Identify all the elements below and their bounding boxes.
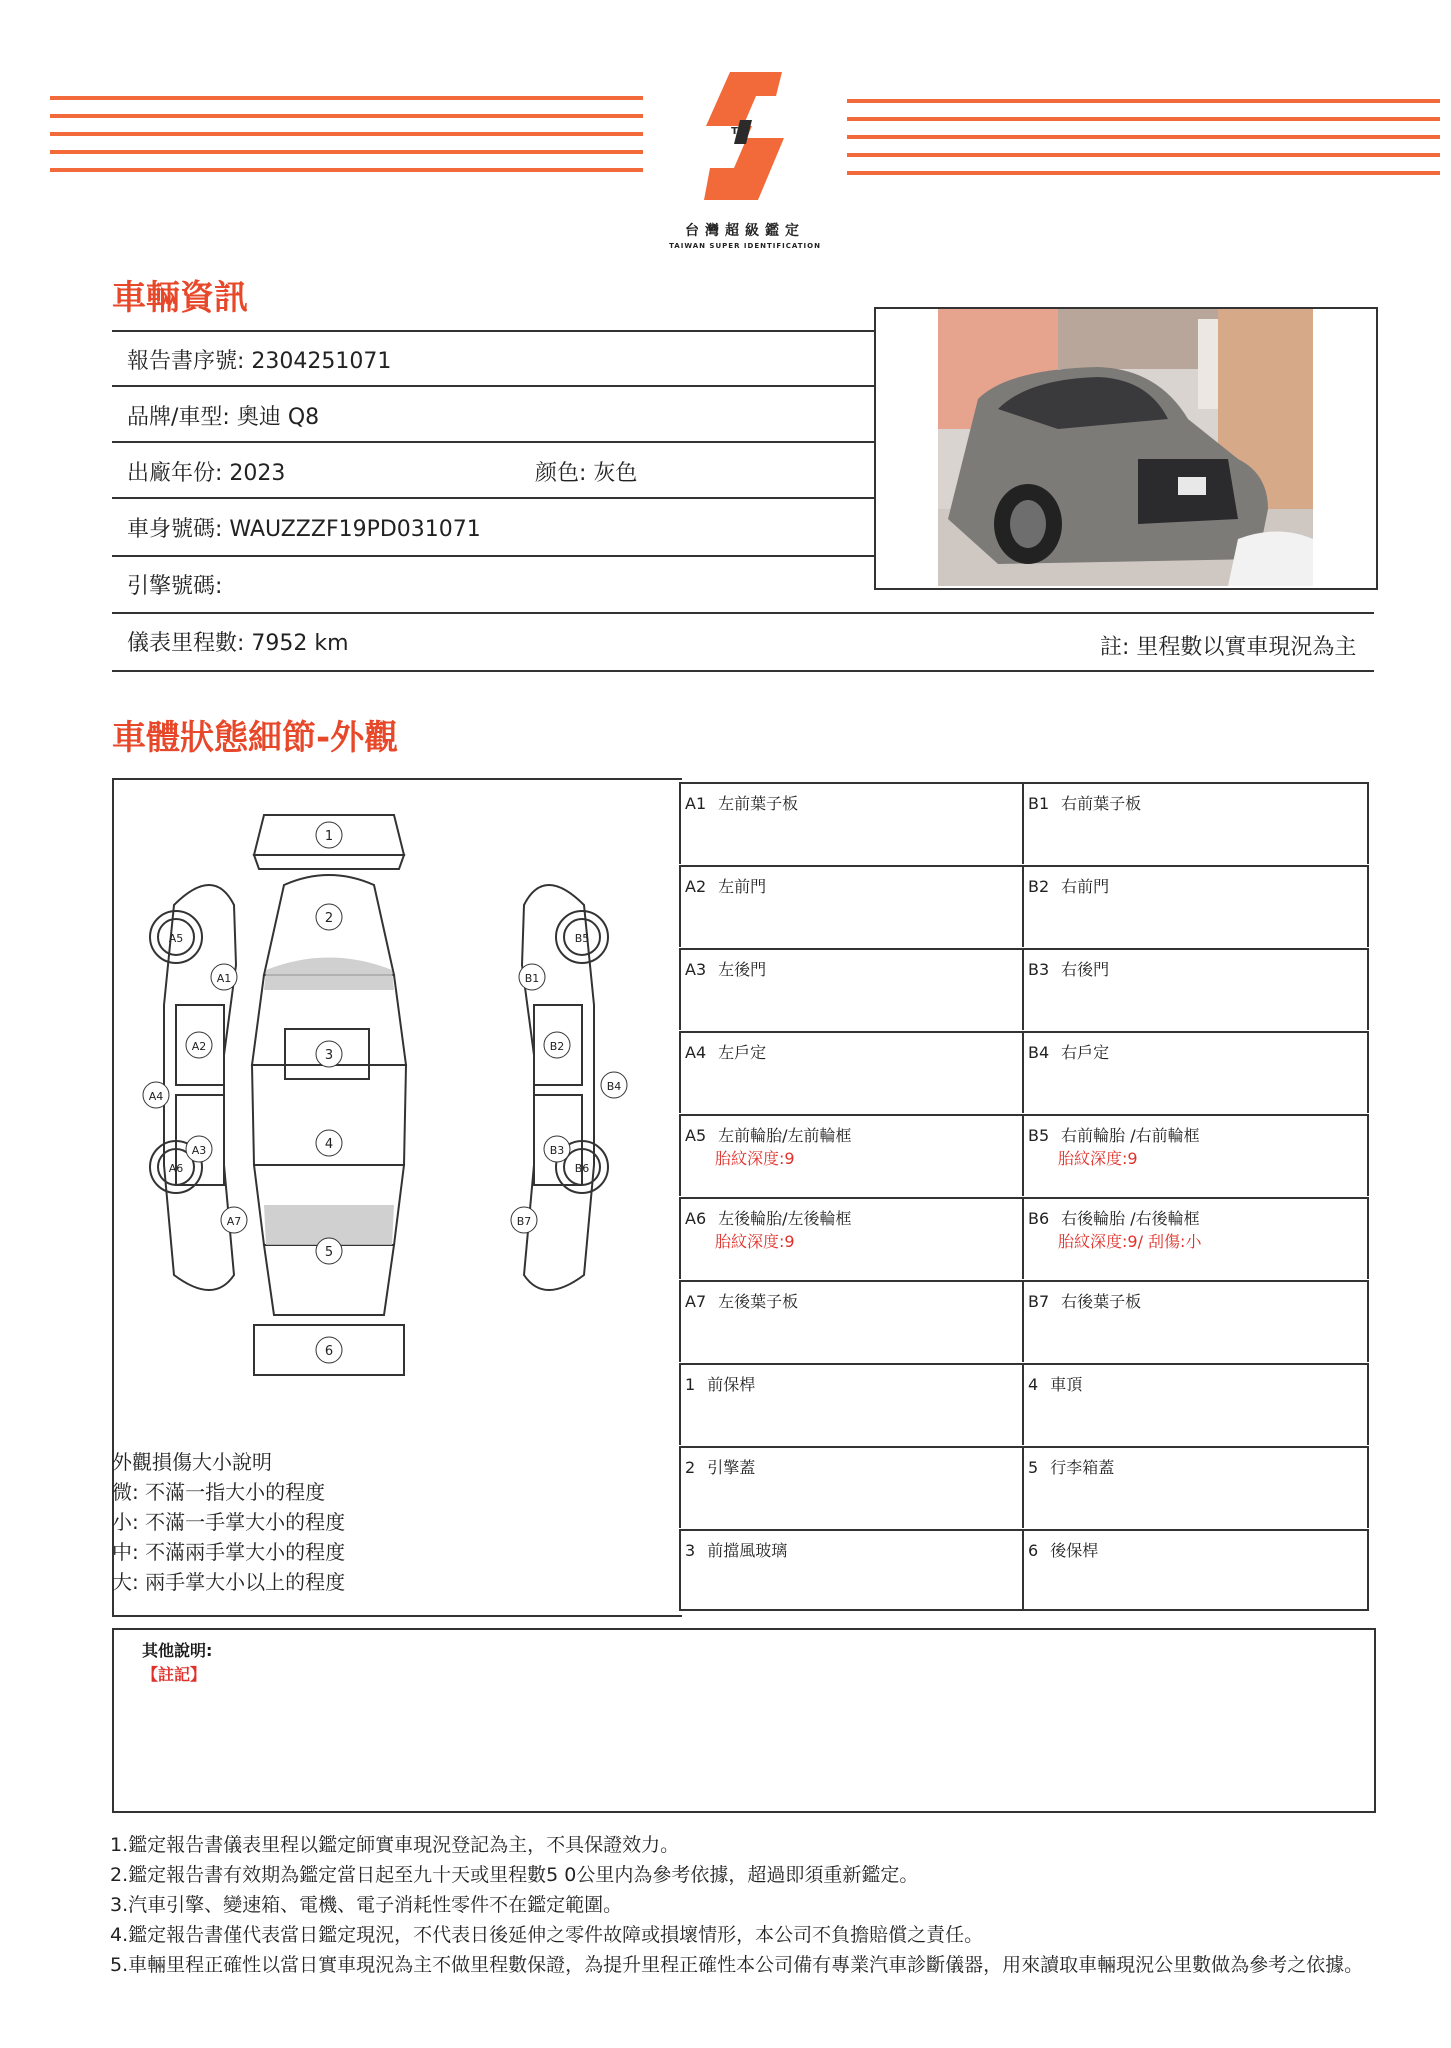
part-code: A5: [685, 1126, 707, 1145]
vin-label: 車身號碼:: [127, 517, 223, 542]
part-name: 左前門: [718, 877, 767, 896]
part-name: 引擎蓋: [707, 1458, 756, 1477]
part-code: B2: [1028, 877, 1050, 896]
part-code: A1: [685, 794, 707, 813]
year-label: 出廠年份:: [127, 461, 223, 486]
damage-cell-label: [1028, 1372, 1082, 1395]
damage-cell-a3: [679, 948, 1024, 1030]
vehicle-photo: [938, 309, 1313, 586]
part-name: 右前葉子板: [1061, 794, 1142, 813]
report-no-value: 2304251071: [251, 349, 392, 374]
part-name: 右戶定: [1061, 1043, 1110, 1062]
disclaimer-notes: [110, 1830, 1380, 1980]
part-code: A7: [685, 1292, 707, 1311]
diagram-label-b1: B1: [524, 972, 540, 985]
mileage-row: [127, 626, 349, 657]
damage-cell-1: [679, 1363, 1024, 1445]
vehicle-photo-frame: [874, 307, 1378, 590]
damage-cell-label: [1028, 1206, 1200, 1229]
vin-row: [127, 512, 481, 543]
part-code: 6: [1028, 1541, 1039, 1560]
part-code: B7: [1028, 1292, 1050, 1311]
part-name: 右後輪胎 /右後輪框: [1061, 1209, 1200, 1228]
disclaimer-item: 2.鑑定報告書有效期為鑑定當日起至九十天或里程數5 0公里内為參考依據，超過即須重新鑑定。: [110, 1864, 919, 1886]
damage-cell-4: [1024, 1363, 1369, 1445]
disclaimer-item: 3.汽車引擎、變速箱、電機、電子消耗性零件不在鑑定範圍。: [110, 1894, 623, 1916]
year-value: 2023: [229, 461, 286, 486]
brand-name-en: TAIWAN SUPER IDENTIFICATION: [669, 242, 821, 250]
damage-note: 胎紋深度:9/ 刮傷:小: [1058, 1232, 1202, 1251]
damage-cell-label: [685, 791, 798, 814]
part-name: 左後葉子板: [718, 1292, 799, 1311]
damage-cell-3: [679, 1529, 1024, 1611]
part-name: 左後門: [718, 960, 767, 979]
engine-no-row: [127, 569, 222, 600]
mileage-note: 註: 里程數以實車現況為主: [1100, 635, 1357, 660]
report-no-row: [127, 344, 391, 375]
damage-cell-label: [1028, 1040, 1109, 1063]
color-value: 灰色: [593, 461, 638, 486]
damage-cell-label: [685, 1123, 852, 1146]
diagram-label-b5: B5: [574, 932, 590, 945]
other-notes-box: [112, 1628, 1376, 1813]
diagram-label-a7: A7: [226, 1215, 242, 1228]
damage-cell-label: [685, 1040, 766, 1063]
divider: [112, 385, 874, 387]
header-stripes-right: [847, 99, 1440, 189]
diagram-label-5: 5: [324, 1245, 334, 1260]
damage-cell-label: [1028, 1289, 1141, 1312]
damage-cell-b1: [1024, 782, 1369, 864]
diagram-label-a2: A2: [191, 1040, 207, 1053]
damage-cell-5: [1024, 1446, 1369, 1528]
damage-cell-b6: [1024, 1197, 1369, 1279]
vin-value: WAUZZZF19PD031071: [229, 517, 481, 542]
disclaimer-item: 4.鑑定報告書僅代表當日鑑定現況，不代表日後延伸之零件故障或損壞情形，本公司不負擔賠償之責任。: [110, 1924, 984, 1946]
color-label: 颜色:: [535, 461, 587, 486]
part-name: 行李箱蓋: [1050, 1458, 1115, 1477]
damage-cell-a6: [679, 1197, 1024, 1279]
brand-name-zh: 台灣超級鑑定: [685, 223, 805, 239]
damage-cell-label: [1028, 1455, 1114, 1478]
legend-title: 外觀損傷大小說明: [112, 1450, 272, 1474]
year-row: [127, 456, 285, 487]
diagram-label-b6: B6: [574, 1162, 590, 1175]
diagram-label-4: 4: [324, 1137, 334, 1152]
brand-model-value: 奧迪 Q8: [236, 405, 320, 430]
diagram-label-a4: A4: [148, 1090, 164, 1103]
legend-item: 微: 不滿一指大小的程度: [112, 1480, 326, 1504]
header-stripes-left: [50, 96, 643, 186]
part-name: 後保桿: [1050, 1541, 1099, 1560]
diagram-label-1: 1: [324, 829, 334, 844]
damage-cell-label: [685, 1538, 787, 1561]
damage-note: 胎紋深度:9: [715, 1149, 795, 1168]
part-code: B6: [1028, 1209, 1050, 1228]
damage-note: 胎紋深度:9: [715, 1232, 795, 1251]
part-code: A3: [685, 960, 707, 979]
brand-model-row: [127, 400, 319, 431]
damage-grid: [679, 782, 1372, 1613]
legend-item: 中: 不滿兩手掌大小的程度: [112, 1540, 346, 1564]
part-name: 左戶定: [718, 1043, 767, 1062]
diagram-label-3: 3: [324, 1048, 334, 1063]
part-code: 5: [1028, 1458, 1039, 1477]
damage-cell-label: [685, 1289, 798, 1312]
part-code: A4: [685, 1043, 707, 1062]
diagram-label-b4: B4: [606, 1080, 622, 1093]
engine-no-label: 引擎號碼:: [127, 574, 223, 599]
part-code: B4: [1028, 1043, 1050, 1062]
damage-size-legend: [112, 1447, 345, 1597]
divider: [112, 497, 874, 499]
car-diagram: [148, 805, 654, 1385]
vehicle-info-title: 車輛資訊: [112, 278, 248, 318]
part-name: 前擋風玻璃: [707, 1541, 788, 1560]
part-code: 3: [685, 1541, 696, 1560]
damage-cell-a5: [679, 1114, 1024, 1196]
part-name: 車頂: [1050, 1375, 1083, 1394]
svg-text:TSI: TSI: [731, 126, 749, 137]
damage-cell-a2: [679, 865, 1024, 947]
diagram-label-b2: B2: [549, 1040, 565, 1053]
divider: [112, 670, 1374, 672]
part-code: B5: [1028, 1126, 1050, 1145]
part-code: A6: [685, 1209, 707, 1228]
damage-cell-b3: [1024, 948, 1369, 1030]
part-code: B3: [1028, 960, 1050, 979]
mileage-value: 7952 km: [251, 631, 349, 656]
part-name: 右後門: [1061, 960, 1110, 979]
damage-cell-label: [1028, 1538, 1098, 1561]
damage-cell-2: [679, 1446, 1024, 1528]
exterior-title: 車體狀態細節-外觀: [112, 718, 399, 758]
diagram-label-b3: B3: [549, 1144, 565, 1157]
damage-note: 胎紋深度:9: [1058, 1149, 1138, 1168]
damage-cell-label: [1028, 957, 1109, 980]
divider: [112, 330, 874, 332]
legend-item: 大: 兩手掌大小以上的程度: [112, 1570, 346, 1594]
diagram-label-b7: B7: [516, 1215, 532, 1228]
report-no-label: 報告書序號:: [127, 349, 245, 374]
part-name: 右後葉子板: [1061, 1292, 1142, 1311]
divider: [112, 441, 874, 443]
damage-cell-a7: [679, 1280, 1024, 1362]
damage-cell-b5: [1024, 1114, 1369, 1196]
divider: [112, 612, 1374, 614]
part-name: 左前輪胎/左前輪框: [718, 1126, 852, 1145]
diagram-label-a6: A6: [168, 1162, 184, 1175]
other-notes-title: 其他說明:: [142, 1641, 213, 1660]
part-name: 右前門: [1061, 877, 1110, 896]
mileage-label: 儀表里程數:: [127, 631, 245, 656]
damage-cell-b4: [1024, 1031, 1369, 1113]
damage-cell-6: [1024, 1529, 1369, 1611]
damage-cell-label: [685, 874, 766, 897]
part-code: 1: [685, 1375, 696, 1394]
disclaimer-item: 5.車輛里程正確性以當日實車現況為主不做里程數保證，為提升里程正確性本公司備有專業汽車診斷儀器，用來讀取車輛現況公里數做為參考之依據。: [110, 1954, 1364, 1976]
damage-cell-label: [685, 957, 766, 980]
diagram-label-a3: A3: [191, 1144, 207, 1157]
divider: [112, 555, 874, 557]
part-code: B1: [1028, 794, 1050, 813]
damage-cell-b7: [1024, 1280, 1369, 1362]
part-code: A2: [685, 877, 707, 896]
damage-cell-a4: [679, 1031, 1024, 1113]
tsi-logo: [700, 68, 790, 204]
diagram-label-a1: A1: [216, 972, 232, 985]
part-name: 左前葉子板: [718, 794, 799, 813]
part-name: 右前輪胎 /右前輪框: [1061, 1126, 1200, 1145]
color-row: [535, 456, 637, 487]
damage-cell-label: [1028, 791, 1141, 814]
diagram-label-6: 6: [324, 1344, 334, 1359]
diagram-label-2: 2: [324, 911, 334, 926]
damage-cell-a1: [679, 782, 1024, 864]
damage-cell-label: [1028, 874, 1109, 897]
damage-cell-b2: [1024, 865, 1369, 947]
damage-cell-label: [685, 1455, 755, 1478]
legend-item: 小: 不滿一手掌大小的程度: [112, 1510, 346, 1534]
damage-cell-label: [685, 1372, 755, 1395]
other-notes-tag: 【註記】: [142, 1665, 207, 1684]
part-code: 2: [685, 1458, 696, 1477]
part-name: 前保桿: [707, 1375, 756, 1394]
damage-cell-label: [1028, 1123, 1200, 1146]
part-code: 4: [1028, 1375, 1039, 1394]
disclaimer-item: 1.鑑定報告書儀表里程以鑑定師實車現況登記為主，不具保證效力。: [110, 1834, 680, 1856]
damage-cell-label: [685, 1206, 852, 1229]
brand-model-label: 品牌/車型:: [127, 405, 230, 430]
diagram-label-a5: A5: [168, 932, 184, 945]
part-name: 左後輪胎/左後輪框: [718, 1209, 852, 1228]
